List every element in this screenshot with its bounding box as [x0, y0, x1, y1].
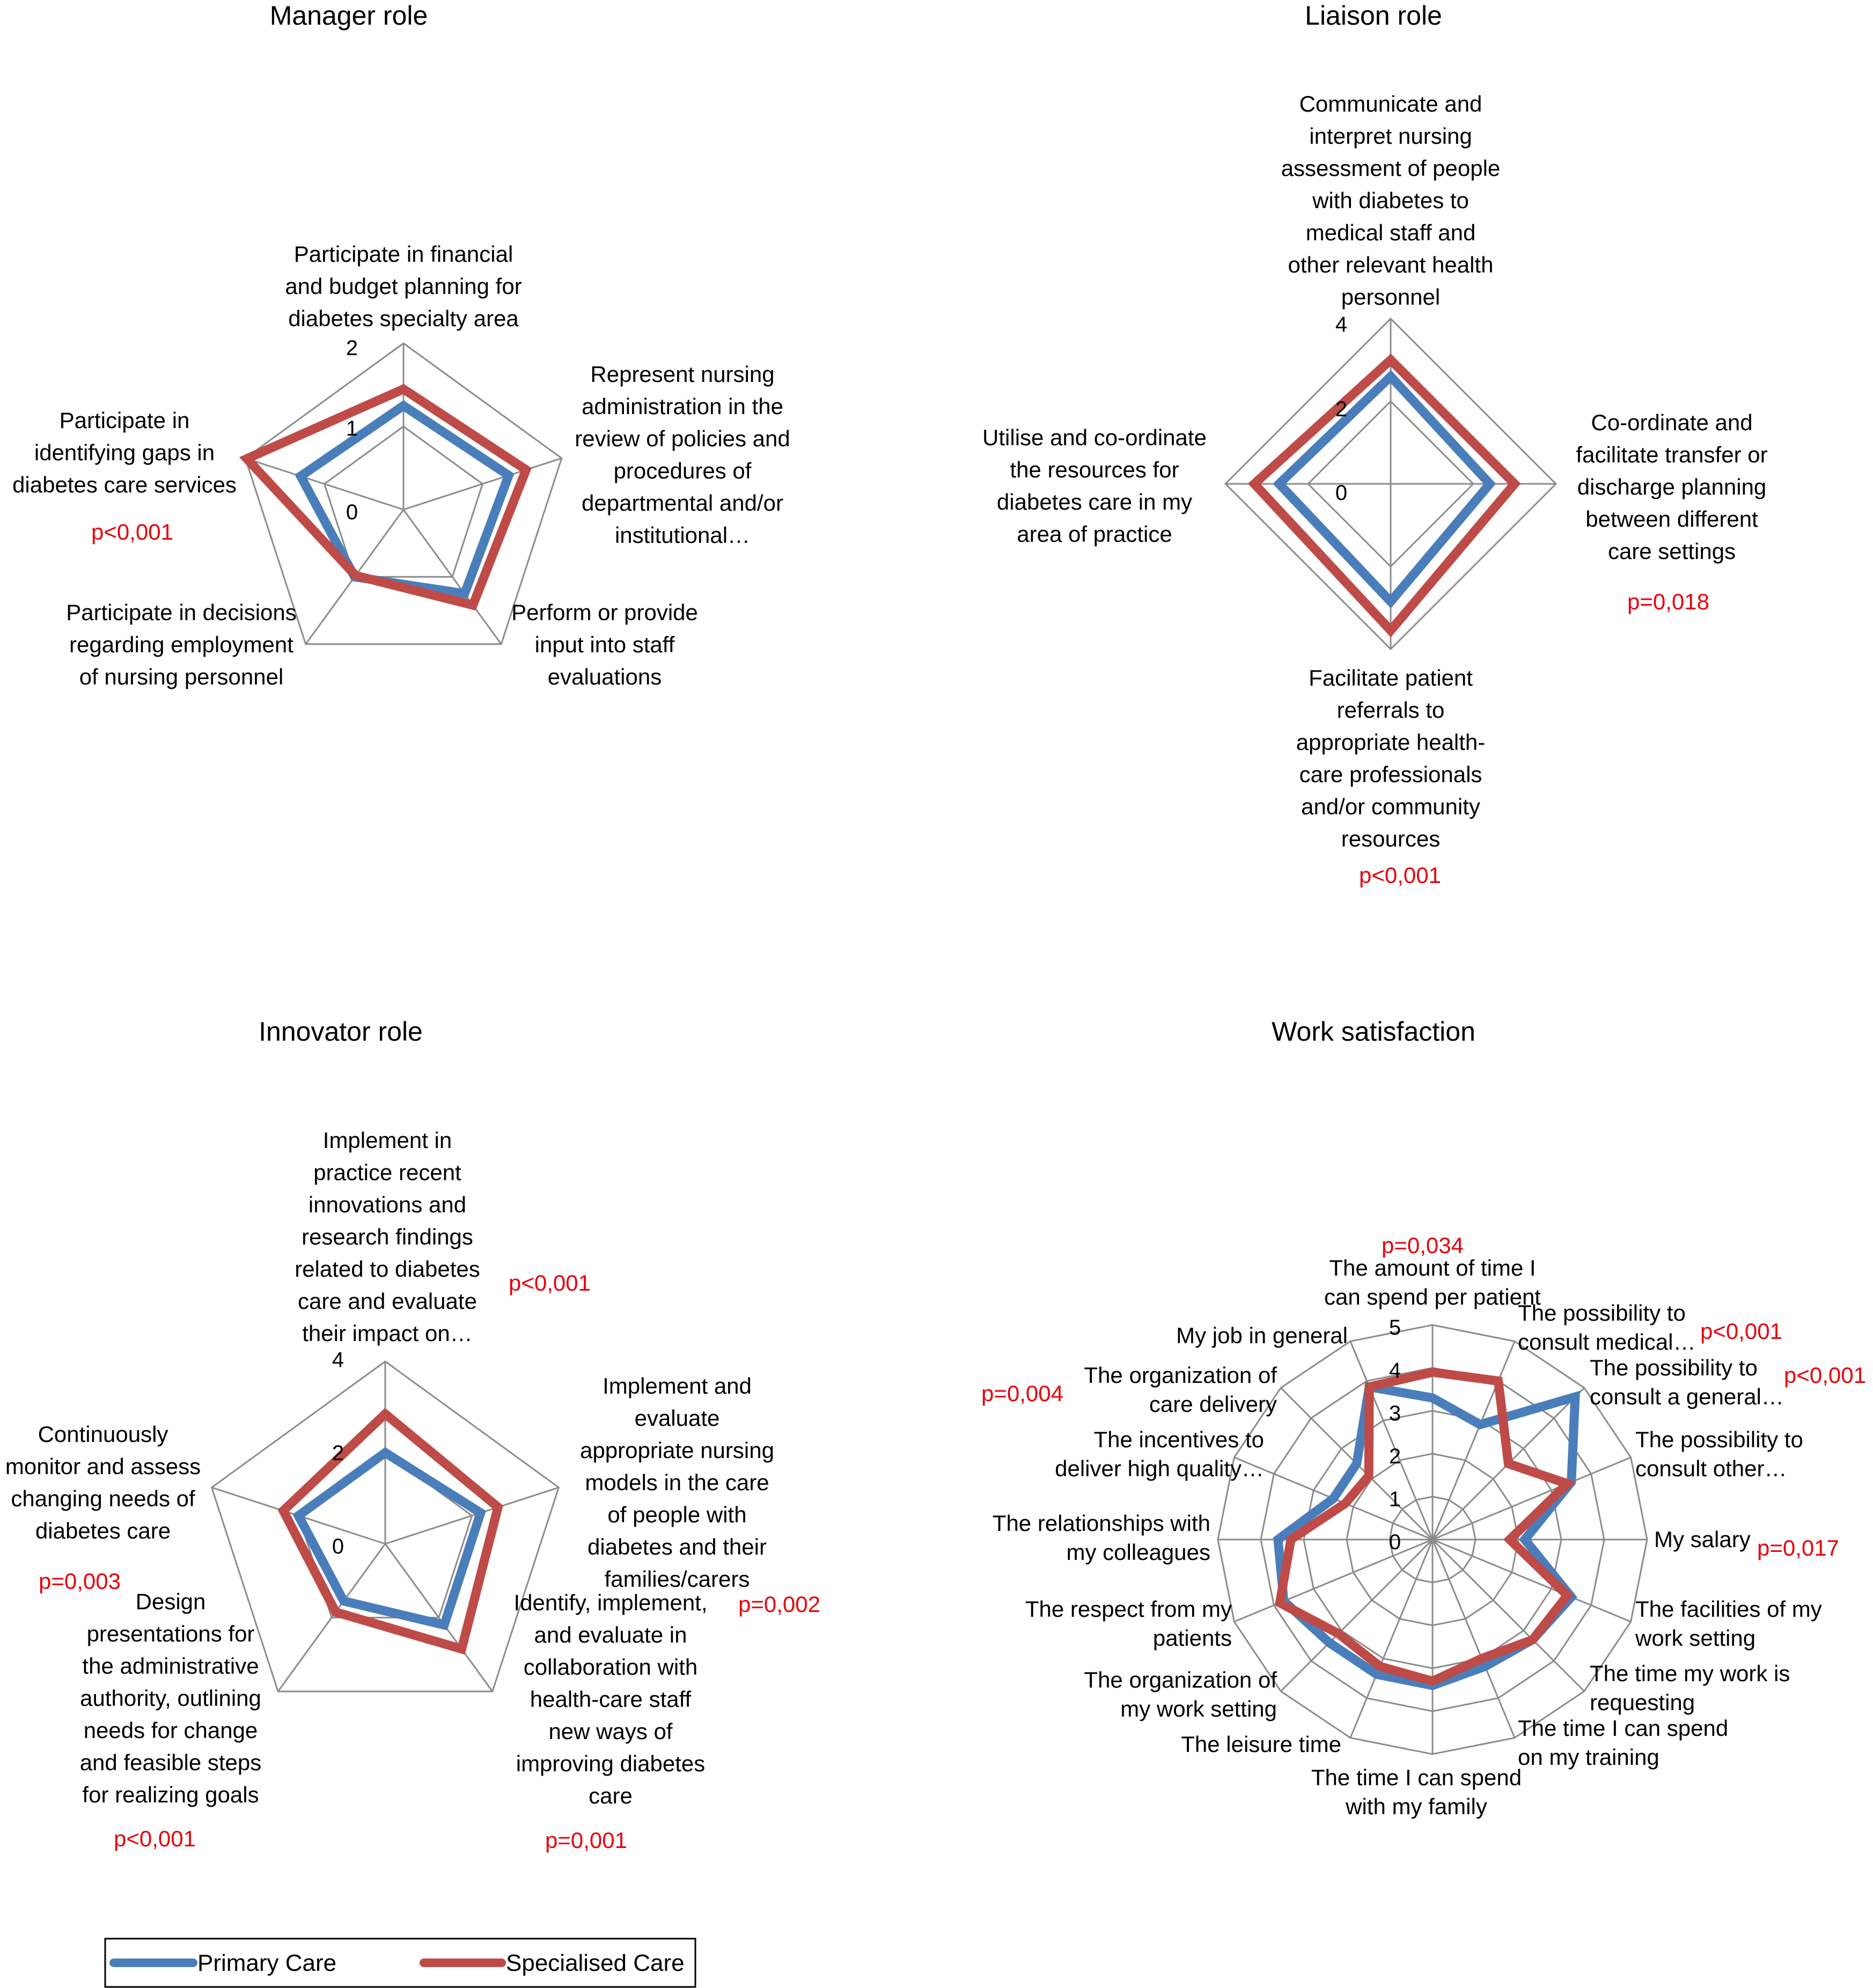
axis-label: The possibility to consult medical… [1518, 1300, 1696, 1354]
axis-label: The facilities of my work setting [1635, 1596, 1822, 1651]
tick-label: 4 [332, 1348, 344, 1372]
axis-label: Design presentations for the administrative authority, outlining needs for change and feasible steps for realizing goals [79, 1589, 262, 1807]
p-value: p<0,001 [114, 1826, 196, 1851]
tick-label: 2 [332, 1441, 344, 1465]
axis-label: Implement in practice recent innovations and research findings related to diabetes care and evaluate their impact on… [295, 1128, 480, 1346]
tick-label: 2 [346, 336, 358, 360]
axis-label: The possibility to consult other… [1635, 1427, 1803, 1481]
tick-label: 0 [1389, 1530, 1401, 1554]
tick-label: 4 [1389, 1359, 1401, 1382]
axis-label: The time I can spend with my family [1311, 1765, 1522, 1819]
p-value: p<0,001 [1784, 1363, 1866, 1388]
axis-label: Participate in identifying gaps in diabetes care services [12, 408, 237, 497]
axis-label: Perform or provide input into staff evaluations [511, 600, 698, 689]
axis-label: My job in general [1176, 1323, 1348, 1348]
chart-title-liaison: Liaison role [1305, 1, 1442, 31]
p-values [39, 519, 1866, 1853]
axis-label: Facilitate patient referrals to appropriate health-care professionals and/or community resources [1296, 665, 1486, 851]
axis-label: My salary [1654, 1527, 1751, 1552]
axis-label: The organization of care delivery [1084, 1363, 1277, 1417]
axis-label: Identify, implement, and evaluate in collaboration with health-care staff new ways of improving diabetes care [513, 1590, 708, 1808]
axis-label: The amount of time I can spend per patient [1324, 1255, 1541, 1309]
p-value: p=0,002 [738, 1592, 820, 1617]
p-value: p=0,004 [981, 1381, 1063, 1406]
chart-title-work-satisfaction: Work satisfaction [1272, 1017, 1475, 1047]
p-value: p<0,001 [509, 1270, 591, 1295]
work-satisfaction-radar [993, 1255, 1822, 1819]
tick-label: 0 [1335, 481, 1348, 505]
legend-label-specialised: Specialised Care [506, 1950, 685, 1976]
tick-label: 0 [346, 500, 358, 524]
axis-label: Utilise and co-ordinate the resources for diabetes care in my area of practice [982, 425, 1207, 547]
legend-label-primary: Primary Care [197, 1950, 337, 1976]
p-value: p=0,001 [545, 1828, 627, 1853]
tick-label: 5 [1389, 1316, 1401, 1339]
tick-label: 2 [1389, 1445, 1401, 1468]
axis-label: Represent nursing administration in the review of policies and procedures of departmental and/or institutional… [575, 362, 790, 548]
tick-label: 0 [332, 1535, 344, 1558]
p-value: p<0,001 [91, 519, 173, 544]
grid-spoke [403, 458, 562, 510]
innovator-role-radar [5, 1128, 774, 1808]
tick-label: 3 [1389, 1402, 1401, 1425]
p-value: p<0,001 [1700, 1319, 1782, 1344]
p-value: p<0,001 [1359, 863, 1441, 888]
axis-label: Participate in financial and budget planning for diabetes specialty area [285, 241, 522, 331]
axis-label: The organization of my work setting [1084, 1667, 1277, 1721]
axis-label: The leisure time [1181, 1732, 1341, 1757]
series-primary-care [1279, 377, 1490, 602]
legend [105, 1939, 695, 1987]
tick-label: 2 [1335, 397, 1348, 421]
axis-label: Implement and evaluate appropriate nursing models in the care of people with diabetes and their families/carers [580, 1373, 774, 1592]
axis-label: Participate in decisions regarding employment of nursing personnel [66, 600, 297, 689]
axis-label: The respect from my patients [1025, 1596, 1232, 1651]
chart-title-manager: Manager role [269, 1, 428, 31]
axis-label: The relationships with my colleagues [992, 1511, 1210, 1565]
p-value: p=0,034 [1382, 1233, 1464, 1258]
axis-label: Co-ordinate and facilitate transfer or discharge planning between different care settings [1576, 410, 1768, 564]
p-value: p=0,017 [1757, 1535, 1839, 1560]
axis-label: Communicate and interpret nursing assessment of people with diabetes to medical staff and other relevant health personnel [1281, 91, 1501, 310]
axis-label: Continuously monitor and assess changing needs of diabetes care [5, 1422, 201, 1543]
manager-role-radar [12, 241, 790, 689]
axis-label: The incentives to deliver high quality… [1055, 1427, 1264, 1481]
axis-label: The time I can spend on my training [1518, 1715, 1729, 1770]
tick-label: 4 [1335, 313, 1348, 336]
axis-label: The time my work is requesting [1590, 1661, 1790, 1715]
tick-label: 1 [1389, 1488, 1401, 1511]
chart-title-innovator: Innovator role [259, 1017, 423, 1047]
tick-label: 1 [346, 417, 358, 440]
liaison-role-radar [982, 91, 1768, 851]
p-value: p=0,018 [1627, 589, 1709, 614]
axis-label: The possibility to consult a general… [1590, 1355, 1784, 1409]
p-value: p=0,003 [39, 1569, 121, 1594]
